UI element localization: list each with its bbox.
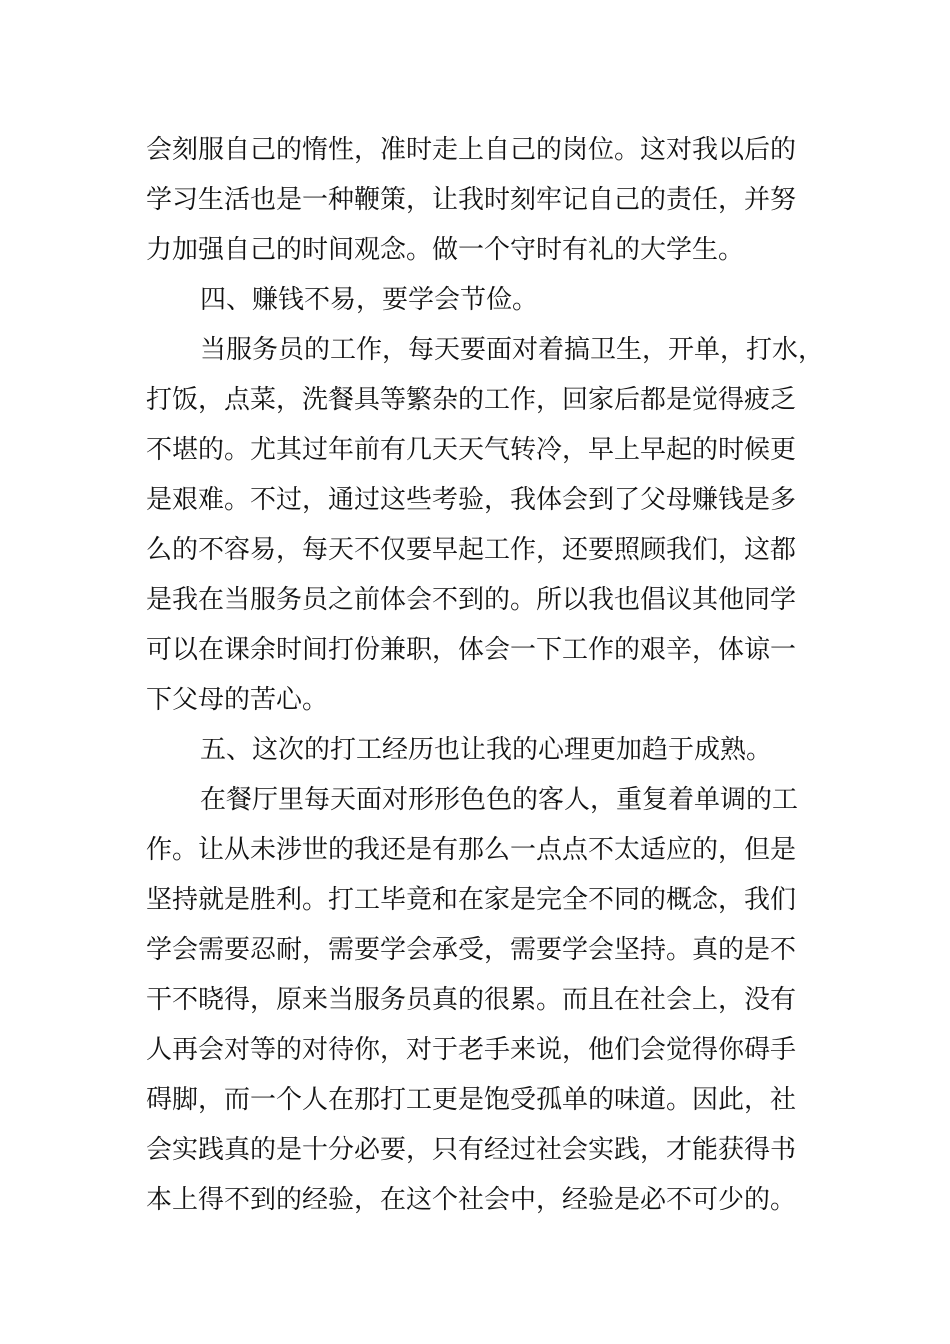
text-line: 是我在当服务员之前体会不到的。所以我也倡议其他同学 [146, 585, 797, 615]
text-line: 坚持就是胜利。打工毕竟和在家是完全不同的概念，我们 [146, 885, 797, 915]
text-line: 么的不容易，每天不仅要早起工作，还要照顾我们，这都 [146, 535, 797, 565]
text-line: 人再会对等的对待你，对于老手来说，他们会觉得你碍手 [146, 1035, 797, 1065]
text-line: 学会需要忍耐，需要学会承受，需要学会坚持。真的是不 [146, 935, 797, 965]
text-line: 是艰难。不过，通过这些考验，我体会到了父母赚钱是多 [146, 485, 797, 515]
text-line: 会实践真的是十分必要，只有经过社会实践，才能获得书 [146, 1135, 797, 1165]
text-line: 干不晓得，原来当服务员真的很累。而且在社会上，没有 [146, 985, 797, 1015]
text-line: 学习生活也是一种鞭策，让我时刻牢记自己的责任，并努 [146, 185, 797, 215]
text-line: 碍脚，而一个人在那打工更是饱受孤单的味道。因此，社 [146, 1085, 797, 1115]
text-line: 当服务员的工作，每天要面对着搞卫生，开单，打水， [200, 335, 825, 365]
text-line: 力加强自己的时间观念。做一个守时有礼的大学生。 [146, 235, 745, 265]
text-line: 下父母的苦心。 [146, 685, 329, 715]
text-line: 不堪的。尤其过年前有几天天气转冷，早上早起的时候更 [146, 435, 797, 465]
section-heading: 五、这次的打工经历也让我的心理更加趋于成熟。 [200, 735, 773, 765]
text-line: 打饭，点菜，洗餐具等繁杂的工作，回家后都是觉得疲乏 [146, 385, 797, 415]
text-line: 可以在课余时间打份兼职，体会一下工作的艰辛，体谅一 [146, 635, 797, 665]
text-line: 在餐厅里每天面对形形色色的客人，重复着单调的工 [200, 785, 799, 815]
text-line: 会刻服自己的惰性，准时走上自己的岗位。这对我以后的 [146, 135, 797, 165]
text-line: 作。让从未涉世的我还是有那么一点点不太适应的，但是 [146, 835, 797, 865]
text-line: 本上得不到的经验，在这个社会中，经验是必不可少的。 [146, 1185, 797, 1215]
section-heading: 四、赚钱不易，要学会节俭。 [200, 285, 539, 315]
